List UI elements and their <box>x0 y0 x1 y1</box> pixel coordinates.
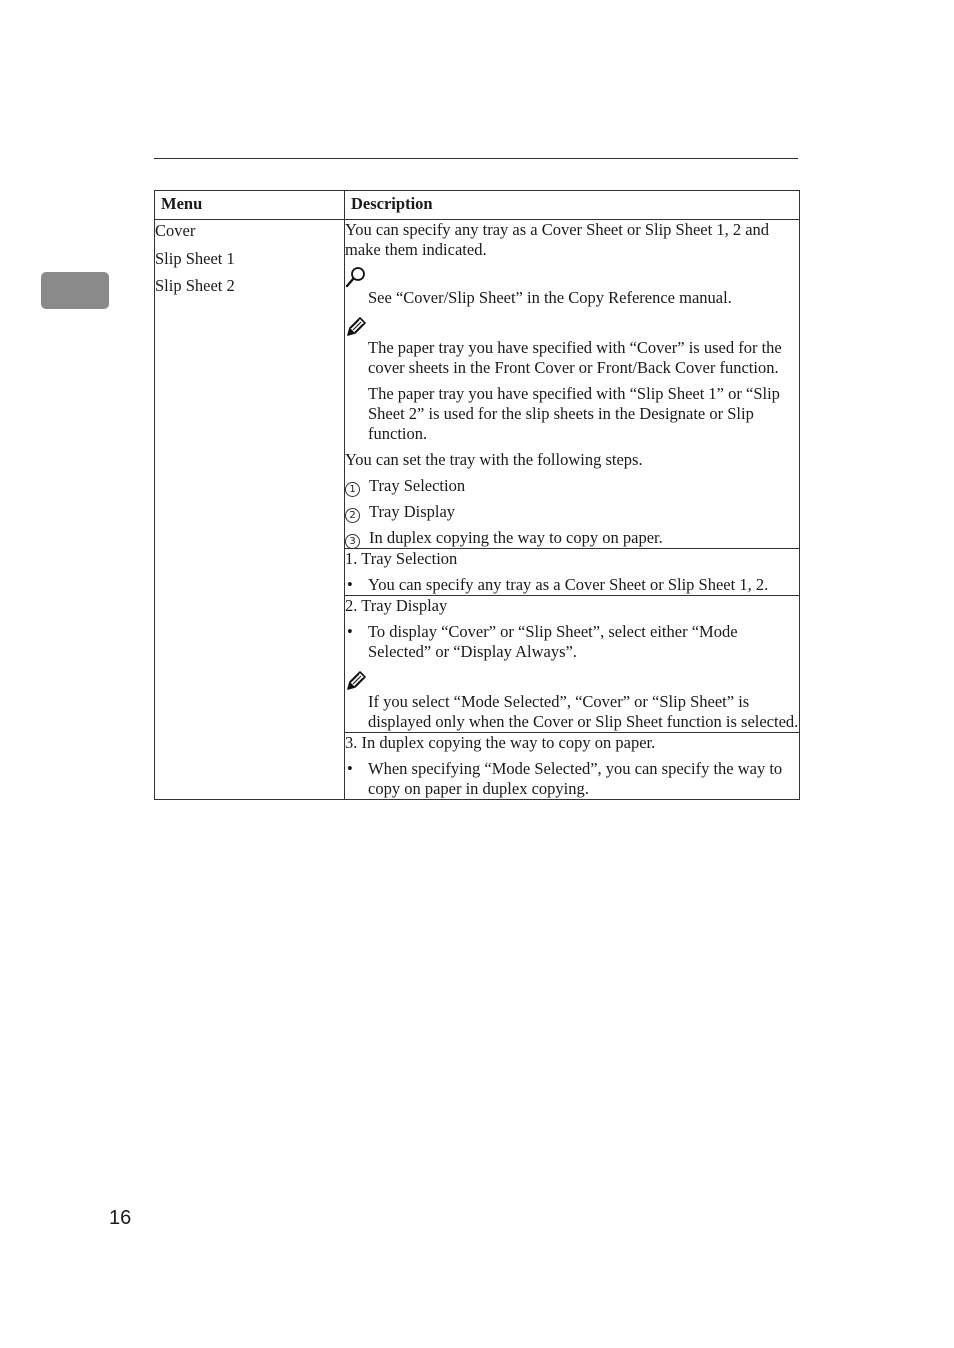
header-rule <box>154 158 798 159</box>
step-item <box>345 476 799 496</box>
menu-cell <box>155 220 345 800</box>
step-text: In duplex copying the way to copy on paper. <box>369 528 663 547</box>
menu-item-cover: Cover <box>155 221 196 240</box>
note-text: If you select “Mode Selected”, “Cover” or “Slip Sheet” is displayed only when the Cover or Slip Sheet function is selected. <box>368 692 799 731</box>
step-text: Tray Selection <box>369 476 466 495</box>
description-main <box>345 220 800 549</box>
steps-intro-text: You can set the tray with the following steps. <box>345 450 643 469</box>
bullet-item <box>345 575 799 595</box>
menu-column-header: Menu <box>155 191 345 220</box>
bullet-text: You can specify any tray as a Cover Sheet or Slip Sheet 1, 2. <box>368 575 769 594</box>
bullet-item <box>345 622 799 662</box>
step-number-marker: 2 <box>345 508 360 523</box>
magnifier-icon <box>345 266 799 288</box>
step-number-marker: 3 <box>345 534 360 549</box>
table-header-row <box>155 191 800 220</box>
pencil-note-icon <box>345 316 799 338</box>
note-cover-text: The paper tray you have specified with “Cover” is used for the cover sheets in the Front Cover or Front/Back Cover function. <box>368 338 782 377</box>
menu-item-slip-sheet-2: Slip Sheet 2 <box>155 276 235 295</box>
step-number-marker: 1 <box>345 482 360 497</box>
bullet-dot-icon: • <box>347 622 353 641</box>
pencil-note-icon <box>345 670 799 692</box>
intro-text: You can specify any tray as a Cover Sheet or Slip Sheet 1, 2 and make them indicated. <box>345 220 770 259</box>
description-duplex <box>345 733 800 800</box>
bullet-dot-icon: • <box>347 759 353 778</box>
description-tray-display <box>345 596 800 733</box>
description-tray-selection <box>345 549 800 596</box>
step-item <box>345 502 799 522</box>
step-item <box>345 528 799 548</box>
step-text: Tray Display <box>369 502 456 521</box>
menu-description-table <box>154 190 800 800</box>
note-slip-text: The paper tray you have specified with “Slip Sheet 1” or “Slip Sheet 2” is used for the slip sheets in the Designate or Slip function. <box>368 384 780 443</box>
section-title: 2. Tray Display <box>345 596 448 615</box>
table-row <box>155 220 800 549</box>
bullet-text: To display “Cover” or “Slip Sheet”, select either “Mode Selected” or “Display Always”. <box>368 622 738 661</box>
bullet-text: When specifying “Mode Selected”, you can specify the way to copy on paper in duplex copying. <box>368 759 783 798</box>
section-title: 3. In duplex copying the way to copy on paper. <box>345 733 656 752</box>
reference-text: See “Cover/Slip Sheet” in the Copy Reference manual. <box>368 288 732 307</box>
bullet-item <box>345 759 799 799</box>
page-number: 16 <box>109 1207 132 1229</box>
description-column-header: Description <box>345 191 800 220</box>
menu-item-slip-sheet-1: Slip Sheet 1 <box>155 248 235 268</box>
section-title: 1. Tray Selection <box>345 549 458 568</box>
bullet-dot-icon: • <box>347 575 353 594</box>
chapter-tab <box>41 272 109 309</box>
